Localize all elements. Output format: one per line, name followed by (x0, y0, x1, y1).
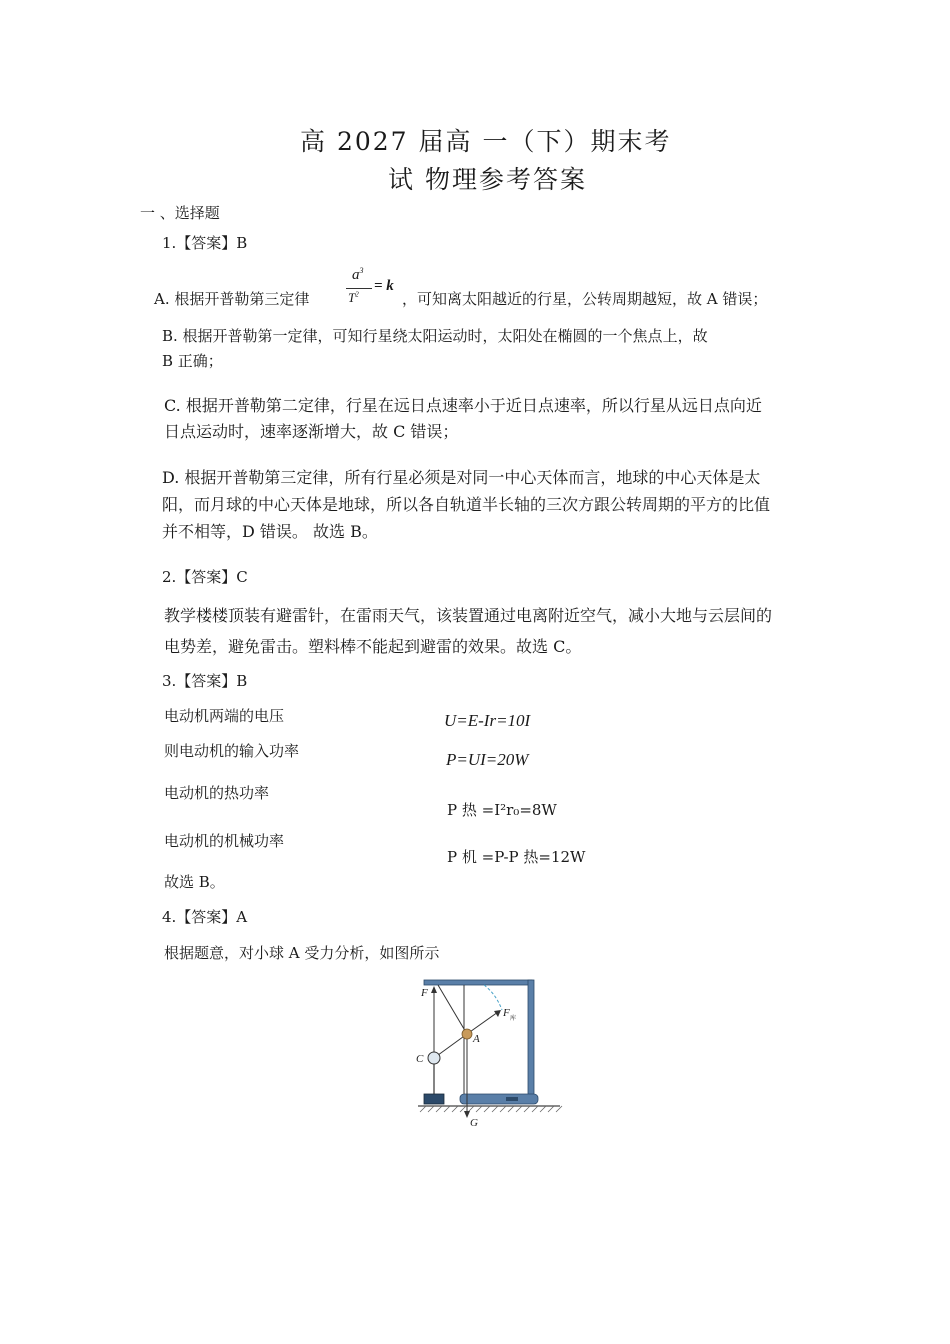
ball-c (428, 1052, 440, 1064)
kepler-third-law-formula (340, 266, 410, 310)
section-heading: 一 、选择题 (140, 204, 220, 222)
q3-row-label: 则电动机的输入功率 (164, 742, 300, 760)
formula-denominator-exp: 2 (355, 290, 359, 299)
frame-base-slot (506, 1097, 518, 1101)
q1-answer: 1.【答案】B (162, 234, 248, 252)
q2-line1: 教学楼楼顶装有避雷针，在雷雨天气，该装置通过电离附近空气，减小大地与云层间的 (164, 606, 773, 625)
q3-answer: 3.【答案】B (162, 672, 248, 690)
q3-row-formula: P 热 =I²r₀=8W (447, 801, 557, 819)
dashed-helper-arc (484, 985, 502, 1010)
q3-row-formula: P 机 =P-P 热=12W (447, 848, 586, 866)
formula-numerator: a (352, 267, 360, 283)
q2-answer: 2.【答案】C (162, 568, 248, 586)
q3-row-label: 电动机的机械功率 (164, 832, 285, 850)
q3-row-label: 电动机两端的电压 (164, 707, 285, 725)
q2-line2: 电势差，避免雷击。塑料棒不能起到避雷的效果。故选 C。 (164, 637, 582, 656)
force-f-arrowhead (431, 986, 437, 993)
label-fk: F (503, 1007, 510, 1019)
label-g: G (470, 1117, 478, 1129)
ball-c-base (424, 1094, 444, 1104)
frame-base (460, 1094, 538, 1104)
q3-row-formula: U=E-Ir=10I (444, 711, 531, 730)
q3-conclusion: 故选 B。 (164, 873, 225, 891)
page-title-line1: 高 2027 届高 一（下）期末考 (300, 127, 672, 156)
q1-option-d-line1: D. 根据开普勒第三定律，所有行星必须是对同一中心天体而言，地球的中心天体是太 (162, 468, 761, 487)
label-a: A (473, 1033, 480, 1045)
q1-option-a-prefix: A. 根据开普勒第三定律 (154, 290, 310, 308)
label-f: F (421, 987, 428, 999)
frame-right-post (528, 980, 534, 1098)
ball-a (462, 1029, 472, 1039)
q1-option-d-line3: 并不相等，D 错误。 故选 B。 (162, 522, 378, 541)
q1-option-c-line2: 日点运动时，速率逐渐增大，故 C 错误； (164, 422, 459, 441)
q4-answer: 4.【答案】A (162, 908, 248, 926)
formula-denominator: T (348, 290, 356, 305)
q1-option-b-line2: B 正确； (162, 352, 223, 370)
q1-option-b-line1: B. 根据开普勒第一定律，可知行星绕太阳运动时，太阳处在椭圆的一个焦点上，故 (162, 327, 708, 345)
q3-row-label: 电动机的热功率 (164, 784, 270, 802)
q1-option-d-line2: 阳，而月球的中心天体是地球，所以各自轨道半长轴的三次方跟公转周期的平方的比值 (162, 495, 771, 514)
formula-rhs: = k (374, 278, 394, 294)
frame-top-bar (424, 980, 532, 985)
label-c: C (416, 1053, 424, 1065)
q1-option-a-suffix: ，可知离太阳越近的行星，公转周期越短，故 A 错误； (402, 290, 768, 308)
force-diagram (410, 976, 570, 1131)
q3-row-formula: P=UI=20W (446, 750, 529, 769)
q1-option-c-line1: C. 根据开普勒第二定律，行星在远日点速率小于近日点速率，所以行星从远日点向近 (164, 396, 762, 415)
label-fk-sub: 库 (510, 1015, 517, 1022)
ground-hatch (420, 1106, 562, 1112)
force-coulomb-arrow (467, 1012, 498, 1034)
page-title-line2: 试 物理参考答案 (388, 165, 587, 194)
suspension-thread (438, 985, 467, 1034)
q4-line1: 根据题意，对小球 A 受力分析，如图所示 (164, 944, 440, 962)
formula-numerator-exp: 3 (359, 266, 364, 275)
